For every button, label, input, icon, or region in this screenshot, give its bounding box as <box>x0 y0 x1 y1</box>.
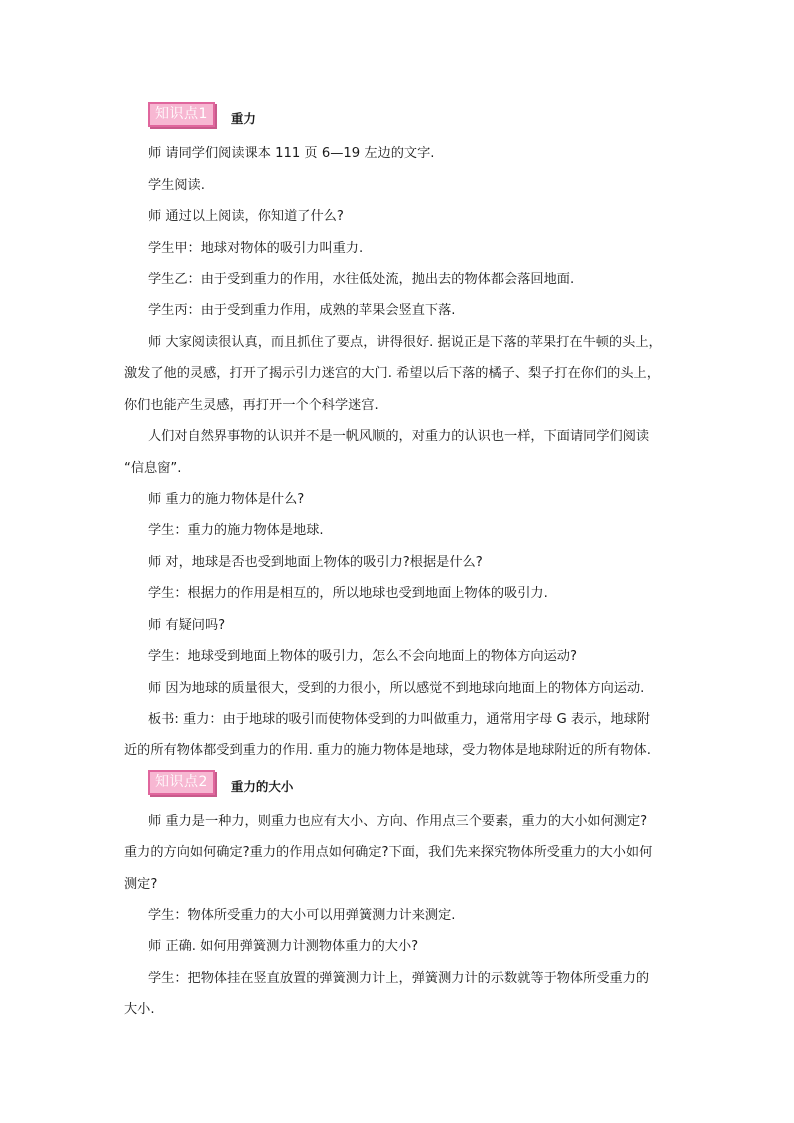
paragraph: 师 请同学们阅读课本 111 页 6—19 左边的文字. <box>148 146 435 161</box>
paragraph: 学生丙：由于受到重力作用，成熟的苹果会竖直下落. <box>148 303 456 318</box>
paragraph: 师 正确. 如何用弹簧测力计测物体重力的大小? <box>148 939 419 954</box>
paragraph-continuation: 近的所有物体都受到重力的作用. 重力的施力物体是地球，受力物体是地球附近的所有物体. <box>124 743 651 758</box>
knowledge-point-badge: 知识点1 <box>148 102 215 127</box>
paragraph: 学生乙：由于受到重力的作用，水往低处流，抛出去的物体都会落回地面. <box>148 272 575 287</box>
paragraph: 板书: 重力：由于地球的吸引而使物体受到的力叫做重力，通常用字母 G 表示，地球附 <box>148 712 650 727</box>
paragraph: 学生阅读. <box>148 178 205 193</box>
paragraph: 学生：物体所受重力的大小可以用弹簧测力计来测定. <box>148 908 456 923</box>
paragraph: 师 因为地球的质量很大，受到的力很小，所以感觉不到地球向地面上的物体方向运动. <box>148 681 645 696</box>
paragraph-continuation: 你们也能产生灵感，再打开一个个科学迷宫. <box>124 398 379 413</box>
paragraph: 师 大家阅读很认真，而且抓住了要点，讲得很好. 据说正是下落的苹果打在牛顿的头上， <box>148 335 662 350</box>
paragraph-continuation: 激发了他的灵感，打开了揭示引力迷宫的大门. 希望以后下落的橘子、梨子打在你们的头上， <box>124 366 660 381</box>
knowledge-point-badge: 知识点2 <box>148 770 215 795</box>
paragraph: 师 通过以上阅读，你知道了什么? <box>148 209 344 224</box>
paragraph-continuation: 重力的方向如何确定?重力的作用点如何确定?下面，我们先来探究物体所受重力的大小如何 <box>124 845 653 860</box>
section-heading-gravity <box>148 102 256 127</box>
paragraph-continuation: “信息窗”. <box>124 461 182 476</box>
section-title: 重力 <box>230 111 256 126</box>
section-heading-gravity-magnitude <box>148 770 293 795</box>
section-title: 重力的大小 <box>230 779 294 794</box>
paragraph-continuation: 测定? <box>124 877 158 892</box>
paragraph: 学生：根据力的作用是相互的，所以地球也受到地面上物体的吸引力. <box>148 586 548 601</box>
paragraph: 师 对，地球是否也受到地面上物体的吸引力?根据是什么? <box>148 555 483 570</box>
paragraph: 师 有疑问吗? <box>148 618 226 633</box>
paragraph: 人们对自然界事物的认识并不是一帆风顺的，对重力的认识也一样，下面请同学们阅读 <box>148 429 650 444</box>
paragraph: 学生甲：地球对物体的吸引力叫重力. <box>148 241 364 256</box>
paragraph: 学生：把物体挂在竖直放置的弹簧测力计上，弹簧测力计的示数就等于物体所受重力的 <box>148 971 650 986</box>
paragraph: 师 重力的施力物体是什么? <box>148 492 305 507</box>
paragraph-continuation: 大小. <box>124 1002 155 1017</box>
paragraph: 学生：重力的施力物体是地球. <box>148 523 324 538</box>
paragraph: 师 重力是一种力，则重力也应有大小、方向、作用点三个要素，重力的大小如何测定? <box>148 814 648 829</box>
paragraph: 学生：地球受到地面上物体的吸引力，怎么不会向地面上的物体方向运动? <box>148 649 577 664</box>
